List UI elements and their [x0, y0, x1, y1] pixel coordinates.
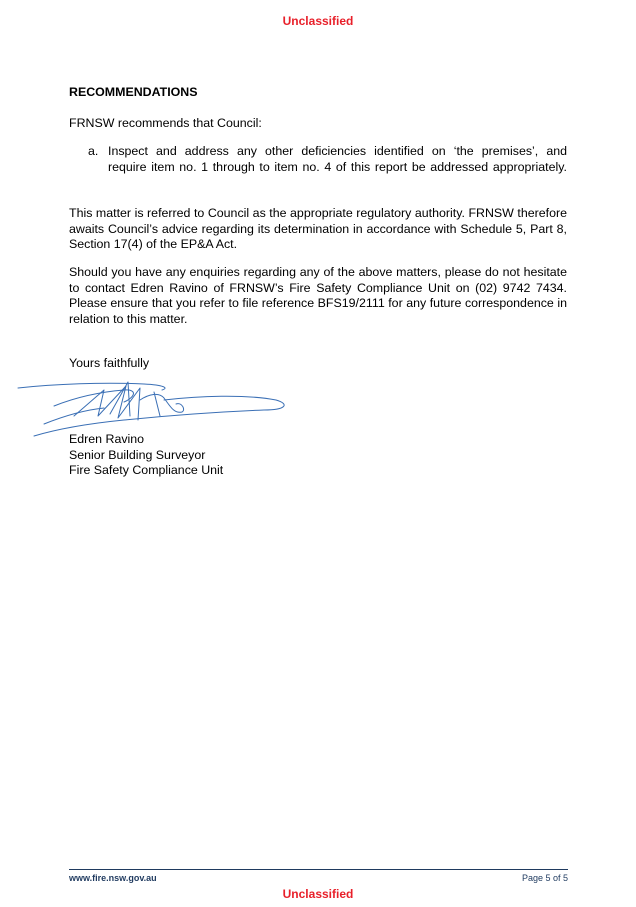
referral-paragraph: This matter is referred to Council as the appropriate regulatory authority. FRNSW therefore awaits Council’s advice regarding its determination in accordance with Schedule 5, Part 8, Section 17(4) of the EP&A Act.: [69, 206, 567, 251]
footer-page-number: Page 5 of 5: [521, 873, 568, 883]
footer-website-link[interactable]: www.fire.nsw.gov.au: [69, 873, 157, 883]
signatory-name: Edren Ravino: [69, 432, 145, 446]
classification-label-top: Unclassified: [282, 14, 354, 28]
signatory-unit: Fire Safety Compliance Unit: [69, 463, 224, 477]
recommendation-list: [88, 144, 567, 175]
enquiries-paragraph: Should you have any enquiries regarding any of the above matters, please do not hesitate to contact Edren Ravino of FRNSW’s Fire Safety Compliance Unit on (02) 9742 7434. Please ensure that you refer to file reference BFS19/2111 for any future correspondence in relation to this matter.: [69, 265, 567, 326]
classification-label-bottom: Unclassified: [282, 887, 354, 901]
recommendation-item-continued: [88, 160, 567, 176]
recommendation-line-1: Inspect and address any other deficiencies identified on ‘the premises’, and: [108, 144, 567, 158]
list-marker: a.: [88, 144, 99, 158]
footer-divider: [69, 869, 568, 870]
closing-salutation: Yours faithfully: [69, 356, 150, 370]
signature-block: [69, 432, 223, 479]
intro-text: FRNSW recommends that Council:: [69, 116, 262, 130]
section-heading: RECOMMENDATIONS: [69, 85, 198, 99]
recommendation-item: [88, 144, 567, 160]
signatory-title: Senior Building Surveyor: [69, 447, 206, 462]
recommendation-line-2: require item no. 1 through to item no. 4 of this report be addressed appropriately.: [108, 159, 567, 174]
